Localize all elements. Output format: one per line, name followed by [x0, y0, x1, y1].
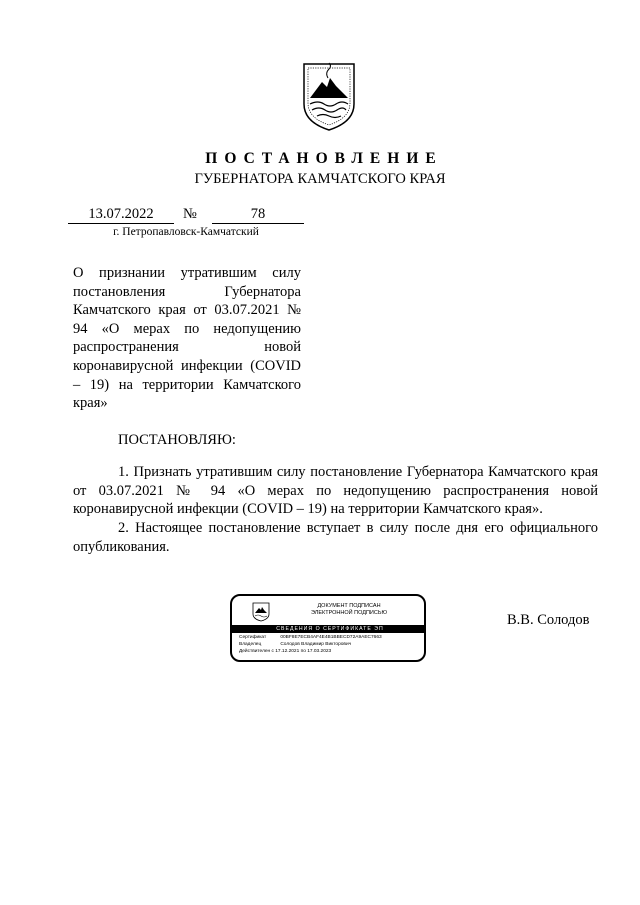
stamp-cert-row	[239, 635, 382, 641]
stamp-owner-value: Солодов Владимир Викторович	[280, 642, 352, 647]
stamp-owner-row	[239, 642, 351, 648]
stamp-cert-label: Сертификат	[239, 635, 267, 640]
stamp-owner-label: Владелец	[239, 642, 262, 647]
paragraph-1: 1. Признать утратившим силу постановление Губернатора Камчатского края от 03.07.2021 № 94 «О мерах по недопущению распространения новой коронавирусной инфекции (COVID – 19) на территории Камчатского края».	[73, 464, 598, 518]
document-date: 13.07.2022	[68, 205, 174, 224]
document-city: г. Петропавловск-Камчатский	[113, 226, 259, 238]
stamp-emblem-icon	[252, 602, 270, 622]
stamp-validity-row: Действителен с 17.12.2021 по 17.03.2023	[239, 649, 332, 654]
decree-word: ПОСТАНОВЛЯЮ:	[118, 432, 236, 448]
stamp-title	[278, 603, 420, 617]
coat-of-arms-icon	[300, 60, 358, 132]
electronic-signature-stamp	[230, 594, 426, 662]
signer-name: В.В. Солодов	[507, 612, 590, 628]
document-subject: О признании утратившим силу постановления Губернатора Камчатского края от 03.07.2021 № 94 «О мерах по недопущению распространения новой коронавирусной инфекции (COVID – 19) на территории Камчатского края»	[73, 265, 301, 412]
stamp-cert-value: 00BF8E7ECB4AF4E4B1BBECD72A9AEC7663	[280, 635, 382, 640]
paragraph-2: 2. Настоящее постановление вступает в силу после дня его официального опубликования.	[73, 520, 598, 555]
stamp-certificate-header: СВЕДЕНИЯ О СЕРТИФИКАТЕ ЭП	[232, 625, 426, 633]
stamp-title-line-1: ДОКУМЕНТ ПОДПИСАН	[317, 603, 381, 609]
document-number: 78	[212, 205, 304, 224]
document-issuer: ГУБЕРНАТОРА КАМЧАТСКОГО КРАЯ	[194, 171, 446, 187]
document-title: ПОСТАНОВЛЕНИЕ	[205, 150, 443, 167]
number-label: №	[183, 206, 197, 222]
stamp-title-line-2: ЭЛЕКТРОННОЙ ПОДПИСЬЮ	[310, 610, 388, 616]
